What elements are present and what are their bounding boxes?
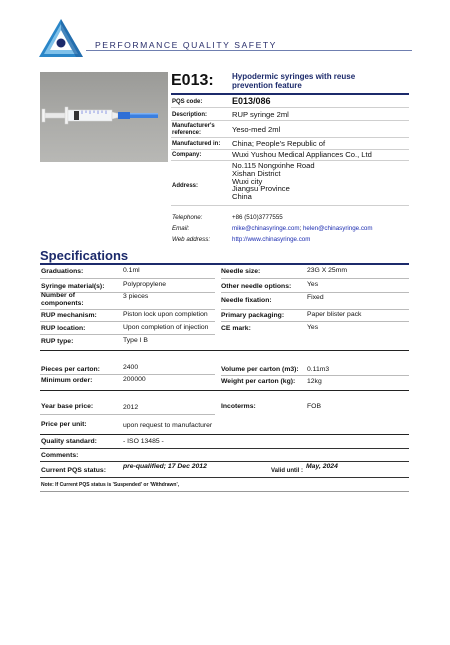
quality-standard-value: - ISO 13485 - <box>123 438 164 445</box>
row-divider <box>40 414 215 415</box>
row-divider <box>40 461 409 462</box>
spec-divider <box>40 263 409 265</box>
email-label: Email: <box>172 225 190 232</box>
address-value <box>232 162 315 201</box>
primary-packaging-value: Paper blister pack <box>307 311 362 318</box>
syringe-material-label: Syringe material(s): <box>41 283 105 290</box>
rup-type-label: RUP type: <box>41 338 74 345</box>
other-needle-options-label: Other needle options: <box>221 283 292 290</box>
manufactured-in-label: Manufactured in: <box>172 141 221 147</box>
components-value: 3 pieces <box>123 293 149 300</box>
row-divider <box>40 491 409 492</box>
specifications-heading: Specifications <box>40 248 129 263</box>
address-line: Wuxi city <box>232 176 263 186</box>
section-divider <box>40 434 409 435</box>
web-label: Web address: <box>172 236 211 243</box>
manufacturer-ref-value: Yeso-med 2ml <box>232 125 281 134</box>
row-divider <box>171 107 409 108</box>
address-line: Jiangsu Province <box>232 184 290 194</box>
manufactured-in-value: China; People's Republic of <box>232 139 326 148</box>
product-title: Hypodermic syringes with reuse prevention feature <box>232 72 356 90</box>
email-link-helen[interactable]: helen@chinasyringe.com <box>302 225 373 232</box>
address-line: Xishan District <box>232 168 281 178</box>
row-divider <box>171 137 409 138</box>
row-divider <box>221 321 409 322</box>
pieces-per-carton-value: 2400 <box>123 364 139 371</box>
tagline: PERFORMANCE QUALITY SAFETY <box>95 40 277 50</box>
syringe-icon <box>40 72 168 162</box>
email-link-mike[interactable]: mike@chinasyringe.com <box>232 225 300 232</box>
address-line: China <box>232 192 252 202</box>
section-divider <box>40 350 409 351</box>
row-divider <box>40 477 409 478</box>
header-divider <box>86 50 412 51</box>
valid-until-value: May, 2024 <box>306 463 338 470</box>
section-divider <box>40 390 409 391</box>
minimum-order-label: Minimum order: <box>41 377 93 384</box>
row-divider <box>40 374 215 375</box>
row-divider <box>221 278 409 279</box>
row-divider <box>40 448 409 449</box>
syringe-material-value: Polypropylene <box>123 281 167 288</box>
rup-location-value: Upon completion of injection <box>123 324 209 331</box>
primary-packaging-label: Primary packaging: <box>221 312 285 319</box>
weight-per-carton-label: Weight per carton (kg): <box>221 378 296 385</box>
address-label: Address: <box>172 183 199 189</box>
pqs-status-label: Current PQS status: <box>41 467 106 474</box>
needle-fixation-value: Fixed <box>307 294 324 301</box>
row-divider <box>40 278 215 279</box>
graduations-label: Graduations: <box>41 268 84 275</box>
rup-mechanism-label: RUP mechanism: <box>41 312 97 319</box>
row-divider <box>40 321 215 322</box>
ce-mark-label: CE mark: <box>221 325 251 332</box>
needle-size-value: 23G X 25mm <box>307 267 348 274</box>
product-code-heading: E013: <box>171 72 214 89</box>
price-per-unit-value: upon request to manufacturer <box>123 422 213 429</box>
other-needle-options-value: Yes <box>307 281 319 288</box>
minimum-order-value: 200000 <box>123 376 146 383</box>
valid-until-label: Valid until : <box>271 468 304 474</box>
price-per-unit-label: Price per unit: <box>41 421 87 428</box>
telephone-label: Telephone: <box>172 214 203 221</box>
description-value: RUP syringe 2ml <box>232 110 289 119</box>
title-divider <box>171 93 409 95</box>
volume-per-carton-label: Volume per carton (m3): <box>221 366 299 373</box>
weight-per-carton-value: 12kg <box>307 378 322 385</box>
web-link[interactable]: http://www.chinasyringe.com <box>232 236 311 243</box>
graduations-value: 0.1ml <box>123 267 140 274</box>
quality-standard-label: Quality standard: <box>41 438 97 445</box>
row-divider <box>221 375 409 376</box>
row-divider <box>171 120 409 121</box>
address-line: No.115 Nongxinhe Road <box>232 161 315 170</box>
incoterms-label: Incoterms: <box>221 403 256 410</box>
pqs-code-label: PQS code: <box>172 99 203 105</box>
email-value <box>232 225 373 232</box>
company-label: Company: <box>172 152 202 158</box>
needle-fixation-label: Needle fixation: <box>221 297 272 304</box>
row-divider <box>40 334 215 335</box>
rup-type-value: Type I B <box>123 337 148 344</box>
status-note: Note: If Current PQS status is 'Suspended' or 'Withdrawn', <box>41 482 180 488</box>
row-divider <box>221 309 409 310</box>
pqs-code-value: E013/086 <box>232 96 271 106</box>
rup-location-label: RUP location: <box>41 325 86 332</box>
manufacturer-ref-label: Manufacturer's reference: <box>172 123 215 136</box>
needle-size-label: Needle size: <box>221 268 261 275</box>
pqs-status-value: pre-qualified; 17 Dec 2012 <box>123 463 207 470</box>
volume-per-carton-value: 0.11m3 <box>307 366 330 373</box>
year-base-price-label: Year base price: <box>41 403 94 410</box>
email-separator: ; <box>299 225 303 232</box>
components-label: Number of components: <box>41 292 84 307</box>
product-photo <box>40 72 168 162</box>
year-base-price-value: 2012 <box>123 404 139 411</box>
ce-mark-value: Yes <box>307 324 319 331</box>
row-divider <box>40 309 215 310</box>
pieces-per-carton-label: Pieces per carton: <box>41 366 100 373</box>
pqs-logo-icon <box>38 18 84 58</box>
row-divider <box>221 292 409 293</box>
description-label: Description: <box>172 112 208 118</box>
telephone-value: +86 (510)3777555 <box>232 214 283 221</box>
company-value: Wuxi Yushou Medical Appliances Co., Ltd <box>232 150 372 159</box>
rup-mechanism-value: Piston lock upon completion <box>123 311 208 318</box>
comments-label: Comments: <box>41 452 79 459</box>
row-divider <box>171 205 409 206</box>
incoterms-value: FOB <box>307 403 321 410</box>
